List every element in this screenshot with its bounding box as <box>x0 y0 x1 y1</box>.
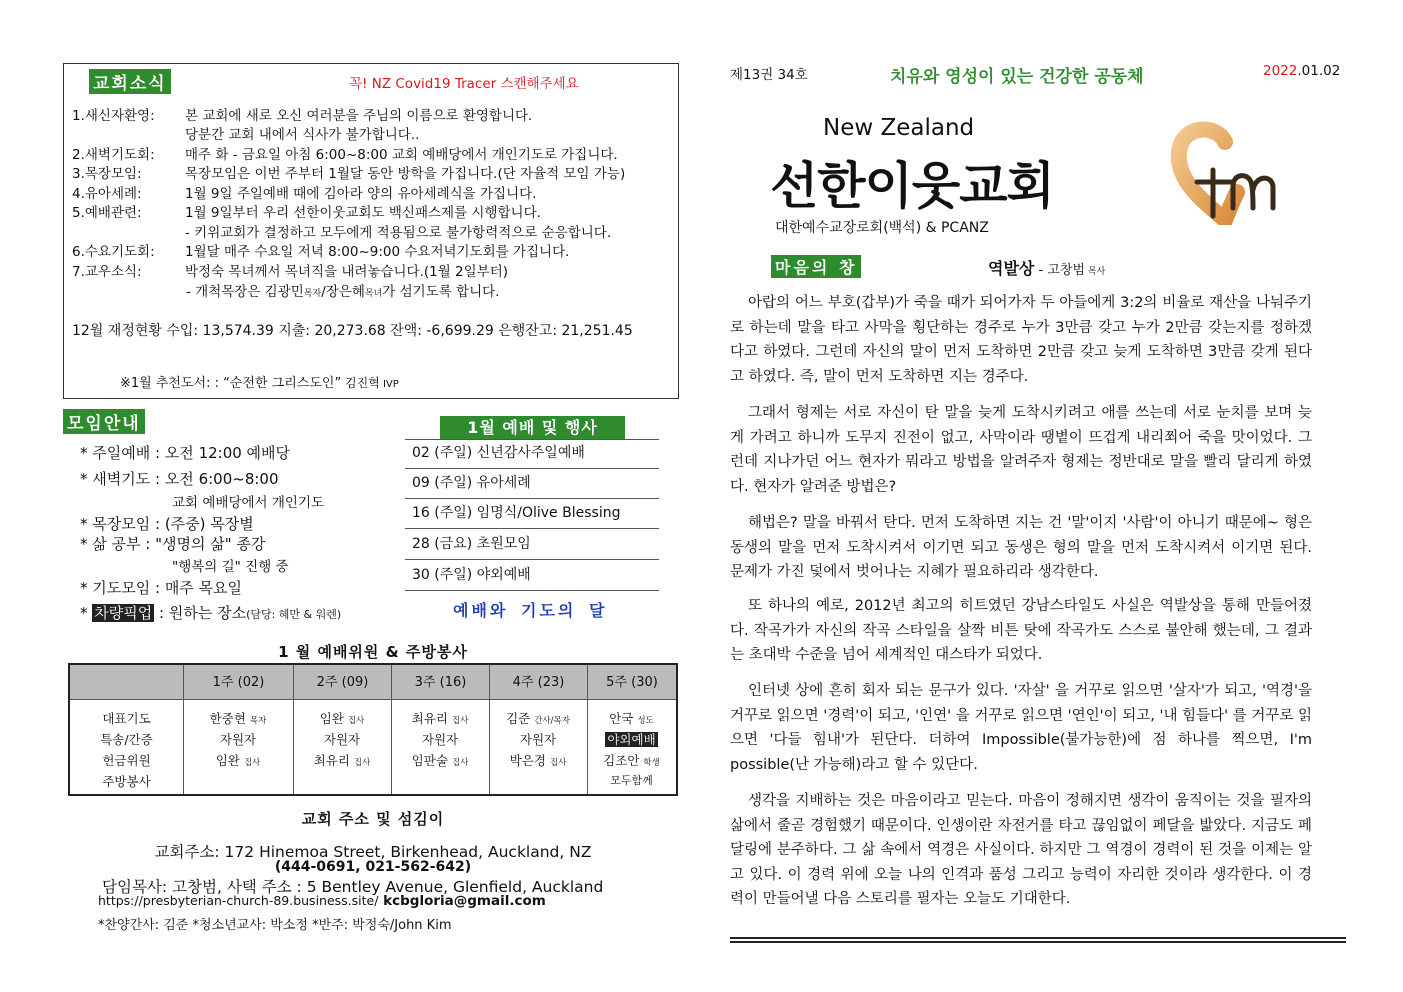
roster-cell: 안국 성도 <box>609 711 654 726</box>
news-item: - 키위교회가 결정하고 모두에게 적용됨으로 불가항력적으로 순응합니다. <box>185 225 612 241</box>
roster-cell: 자원자 <box>323 732 361 747</box>
role-label: 대표기도 <box>102 711 151 726</box>
meeting-item: * 삶 공부 : "생명의 삶" 종강 <box>80 535 266 553</box>
news-item: 5.예배관련: 1월 9일부터 우리 선한이웃교회도 백신패스제를 시행합니다. <box>72 205 541 221</box>
roster-cell: 자원자 <box>219 732 257 747</box>
covid-tracer-alert: 꼭! NZ Covid19 Tracer 스캔해주세요 <box>349 76 579 92</box>
event-item: 02 (주일) 신년감사주일예배 <box>405 439 659 469</box>
news-item: 2.새벽기도회: 매주 화 - 금요일 아침 6:00~8:00 교회 예배당에서 개인기도로 가집니다. <box>72 147 618 163</box>
role-label: 헌금위원 <box>102 753 151 768</box>
church-name: 선한이웃교회 <box>770 157 1054 215</box>
website-link[interactable]: https://presbyterian-church-89.business.site/ <box>98 893 379 908</box>
event-item: 28 (금요) 초원모임 <box>405 530 659 560</box>
pastor-address: 담임목사: 고창범, 사택 주소 : 5 Bentley Avenue, Glenfield, Auckland <box>102 878 604 896</box>
article-paragraph: 해법은? 말을 바꿔서 탄다. 먼저 도착하면 지는 건 '말'이지 '사람'이 아니기 때문에~ 형은 동생의 말을 먼저 도착시켜서 이기면 되고 동생은 형의 말을 먼저 도착시켜서 이기면 된다. 문제가 가진 덫에서 벗어나는 지혜가 필요하리라 생각한다. <box>730 515 1312 580</box>
event-item: 16 (주일) 임명식/Olive Blessing <box>405 499 659 529</box>
roster-cell: 임완 집사 <box>215 753 261 768</box>
news-item: 6.수요기도회: 1월달 매주 수요일 저녁 8:00~9:00 수요저녁기도회를 가집니다. <box>72 244 570 260</box>
news-item-sub: - 개척목장은 김광민목자/장은혜목녀가 섬기도록 합니다. <box>186 284 500 300</box>
col-sep <box>183 665 184 794</box>
col-sep <box>293 665 294 794</box>
news-title: 교회소식 <box>89 69 171 94</box>
roster-cell: 박은경 집사 <box>509 753 567 768</box>
staff-list: *찬양간사: 김준 *청소년교사: 박소정 *반주: 박정숙/John Kim <box>98 918 452 933</box>
month-slogan: 예배와 기도의 달 <box>453 601 608 620</box>
article-heading: 역발상 - 고창범 목사 <box>988 259 1106 278</box>
week-header: 4주 (23) <box>489 665 587 700</box>
news-item: 당분간 교회 내에서 식사가 불가합니다.. <box>185 127 420 143</box>
roster-cell: 김조안 학생 <box>603 753 660 768</box>
week-header: 2주 (09) <box>293 665 391 700</box>
event-item: 09 (주일) 유아세례 <box>405 469 659 499</box>
article-paragraph: 인터넷 상에 흔히 회자 되는 문구가 있다. '자살' 을 거꾸로 읽으면 '살자'가 되고, '역경'을 거꾸로 읽으면 '경력'이 되고, '인연' 을 거꾸로 읽으면 '연인'이 되고, '내 힘들다' 를 거꾸로 읽으면 '다들 힘내'가 된단다. 더하여 Impossible(불가능한)에 점 하나를 찍으면, I'm possible(난 가능해)라고 할 수 있단다. <box>730 683 1312 773</box>
role-label: 특송/간증 <box>100 732 153 747</box>
roster-cell: 자원자 <box>519 732 557 747</box>
church-motto: 치유와 영성이 있는 건강한 공동체 <box>890 67 1144 87</box>
roster-cell: 최유리 집사 <box>313 753 371 768</box>
contact-links <box>98 893 546 909</box>
roster-cell: 임판술 집사 <box>411 753 469 768</box>
denomination: 대한예수교장로회(백석) & PCANZ <box>775 220 989 236</box>
news-item: 3.목장모임: 목장모임은 이번 주부터 1월달 동안 방학을 가집니다.(단 자율적 모임 가능) <box>72 166 626 182</box>
meeting-item: * 목장모임 : (주중) 목장별 <box>80 515 254 533</box>
church-logo <box>1167 120 1282 225</box>
article-paragraph: 그래서 형제는 서로 자신이 탄 말을 늦게 도착시키려고 애를 쓰는데 서로 눈치를 보며 늦게 가려고 하니까 도무지 진전이 없고, 사막이라 땡볕이 뜨겁게 내리쬐어 죽을 맛이었다. 그런데 지나가던 어느 현자가 뭐라고 방법을 알려주자 형제는 정반대로 말을 빨리 달리게 하였다. 현자가 알려준 방법은? <box>730 405 1312 495</box>
meeting-item: * 주일예배 : 오전 12:00 예배당 <box>80 444 291 462</box>
news-box <box>63 63 679 399</box>
roster-cell: 최유리 집사 <box>411 711 469 726</box>
week-header: 3주 (16) <box>391 665 489 700</box>
roster-cell: 임완 집사 <box>319 711 365 726</box>
roster-table <box>68 663 678 796</box>
col-sep <box>489 665 490 794</box>
article-paragraph: 생각을 지배하는 것은 마음이라고 믿는다. 마음이 정해지면 생각이 움직이는 것을 필자의 삶에서 줄곧 경험했기 때문이다. 인생이란 자전거를 타고 끊임없이 페달을 밟았다. 지금도 페달링에 분주하다. 그 삶 속에서 역경은 사실이다. 하지만 그 역경이 경력이 된 것을 이제는 알고 있다. 이 경력 위에 오늘 나의 인격과 품성 그리고 능력이 자리한 것이라 생각한다. 이 경력이 만들어낼 다음 스토리를 필자는 오늘도 기대한다. <box>730 793 1312 907</box>
meeting-item-sub: "행복의 길" 진행 중 <box>172 559 289 575</box>
role-label: 주방봉사 <box>102 774 151 789</box>
news-item: 4.유아세례: 1월 9일 주일예배 때에 김아라 양의 유아세례식을 가집니다. <box>72 186 537 202</box>
address-title: 교회 주소 및 섬김이 <box>301 810 445 828</box>
roster-cell: 김준 간사/목자 <box>506 711 570 726</box>
footer-rule <box>730 937 1346 943</box>
news-item: 7.교우소식: 박정숙 목녀께서 목녀직을 내려놓습니다.(1월 2일부터) <box>72 264 509 280</box>
roster-cell: 한중현 목자 <box>209 711 267 726</box>
roster-cell: 자원자 <box>421 732 459 747</box>
roster-cell: 야외예배 <box>607 732 656 747</box>
church-address: 교회주소: 172 Hinemoa Street, Birkenhead, Auckland, NZ <box>154 843 592 861</box>
meeting-item-sub: 교회 예배당에서 개인기도 <box>172 495 325 511</box>
events-title: 1월 예배 및 행사 <box>440 416 625 440</box>
country-label: New Zealand <box>823 115 975 141</box>
roster-cell: 모두함께 <box>610 774 653 787</box>
col-sep <box>391 665 392 794</box>
week-header: 5주 (30) <box>587 665 676 700</box>
meetings-title: 모임안내 <box>63 409 145 434</box>
roster-header <box>70 665 676 700</box>
article-paragraph: 또 하나의 예로, 2012년 최고의 히트였던 강남스타일도 사실은 역발상을 통해 만들어졌다. 작곡가가 자신의 작곡 스타일을 살짝 비튼 탓에 작곡가도 스스로 불안해 했는데, 그 결과는 초대박 수준을 넘어 세계적인 대스타가 되었다. <box>730 598 1312 663</box>
meeting-item-car-pickup: * 차량픽업 : 원하는 장소(담당: 혜만 & 워렌) <box>80 604 342 622</box>
article-paragraph: 아랍의 어느 부호(갑부)가 죽을 때가 되어가자 두 아들에게 3:2의 비율로 재산을 나눠주기로 하는데 말을 타고 사막을 횡단하는 경주로 누가 3만큼 갖고 누가 2만큼 갖는지를 정하겠다고 하였다. 그런데 자신의 말이 먼저 도착하면 2만큼 갖고 늦게 도착하면 3만큼 갖게 된다고 하였다. 즉, 말이 먼저 도착하면 지는 경주다. <box>730 295 1312 385</box>
roster-title: 1 월 예배위원 & 주방봉사 <box>278 643 468 661</box>
issue-date: 2022.01.02 <box>1263 63 1341 79</box>
church-phone: (444-0691, 021-562-642) <box>274 859 472 875</box>
finance-report: 12월 재정현황 수입: 13,574.39 지출: 20,273.68 잔액: -6,699.29 은행잔고: 21,251.45 <box>72 323 633 339</box>
meeting-item: * 기도모임 : 매주 목요일 <box>80 579 243 597</box>
col-sep <box>587 665 588 794</box>
issue-number: 제13권 34호 <box>730 67 808 83</box>
meeting-item: * 새벽기도 : 오전 6:00~8:00 <box>80 470 279 488</box>
news-item: 1.새신자환영: 본 교회에 새로 오신 여러분을 주님의 이름으로 환영합니다. <box>72 108 533 124</box>
recommended-book: ※1월 추천도서: : “순전한 그리스도인” 김진혁 IVP <box>120 376 399 391</box>
email-link[interactable]: kcbgloria@gmail.com <box>378 893 546 909</box>
event-item: 30 (주일) 야외예배 <box>405 561 659 591</box>
week-header: 1주 (02) <box>183 665 293 700</box>
article-section: 마음의 창 <box>771 255 861 278</box>
